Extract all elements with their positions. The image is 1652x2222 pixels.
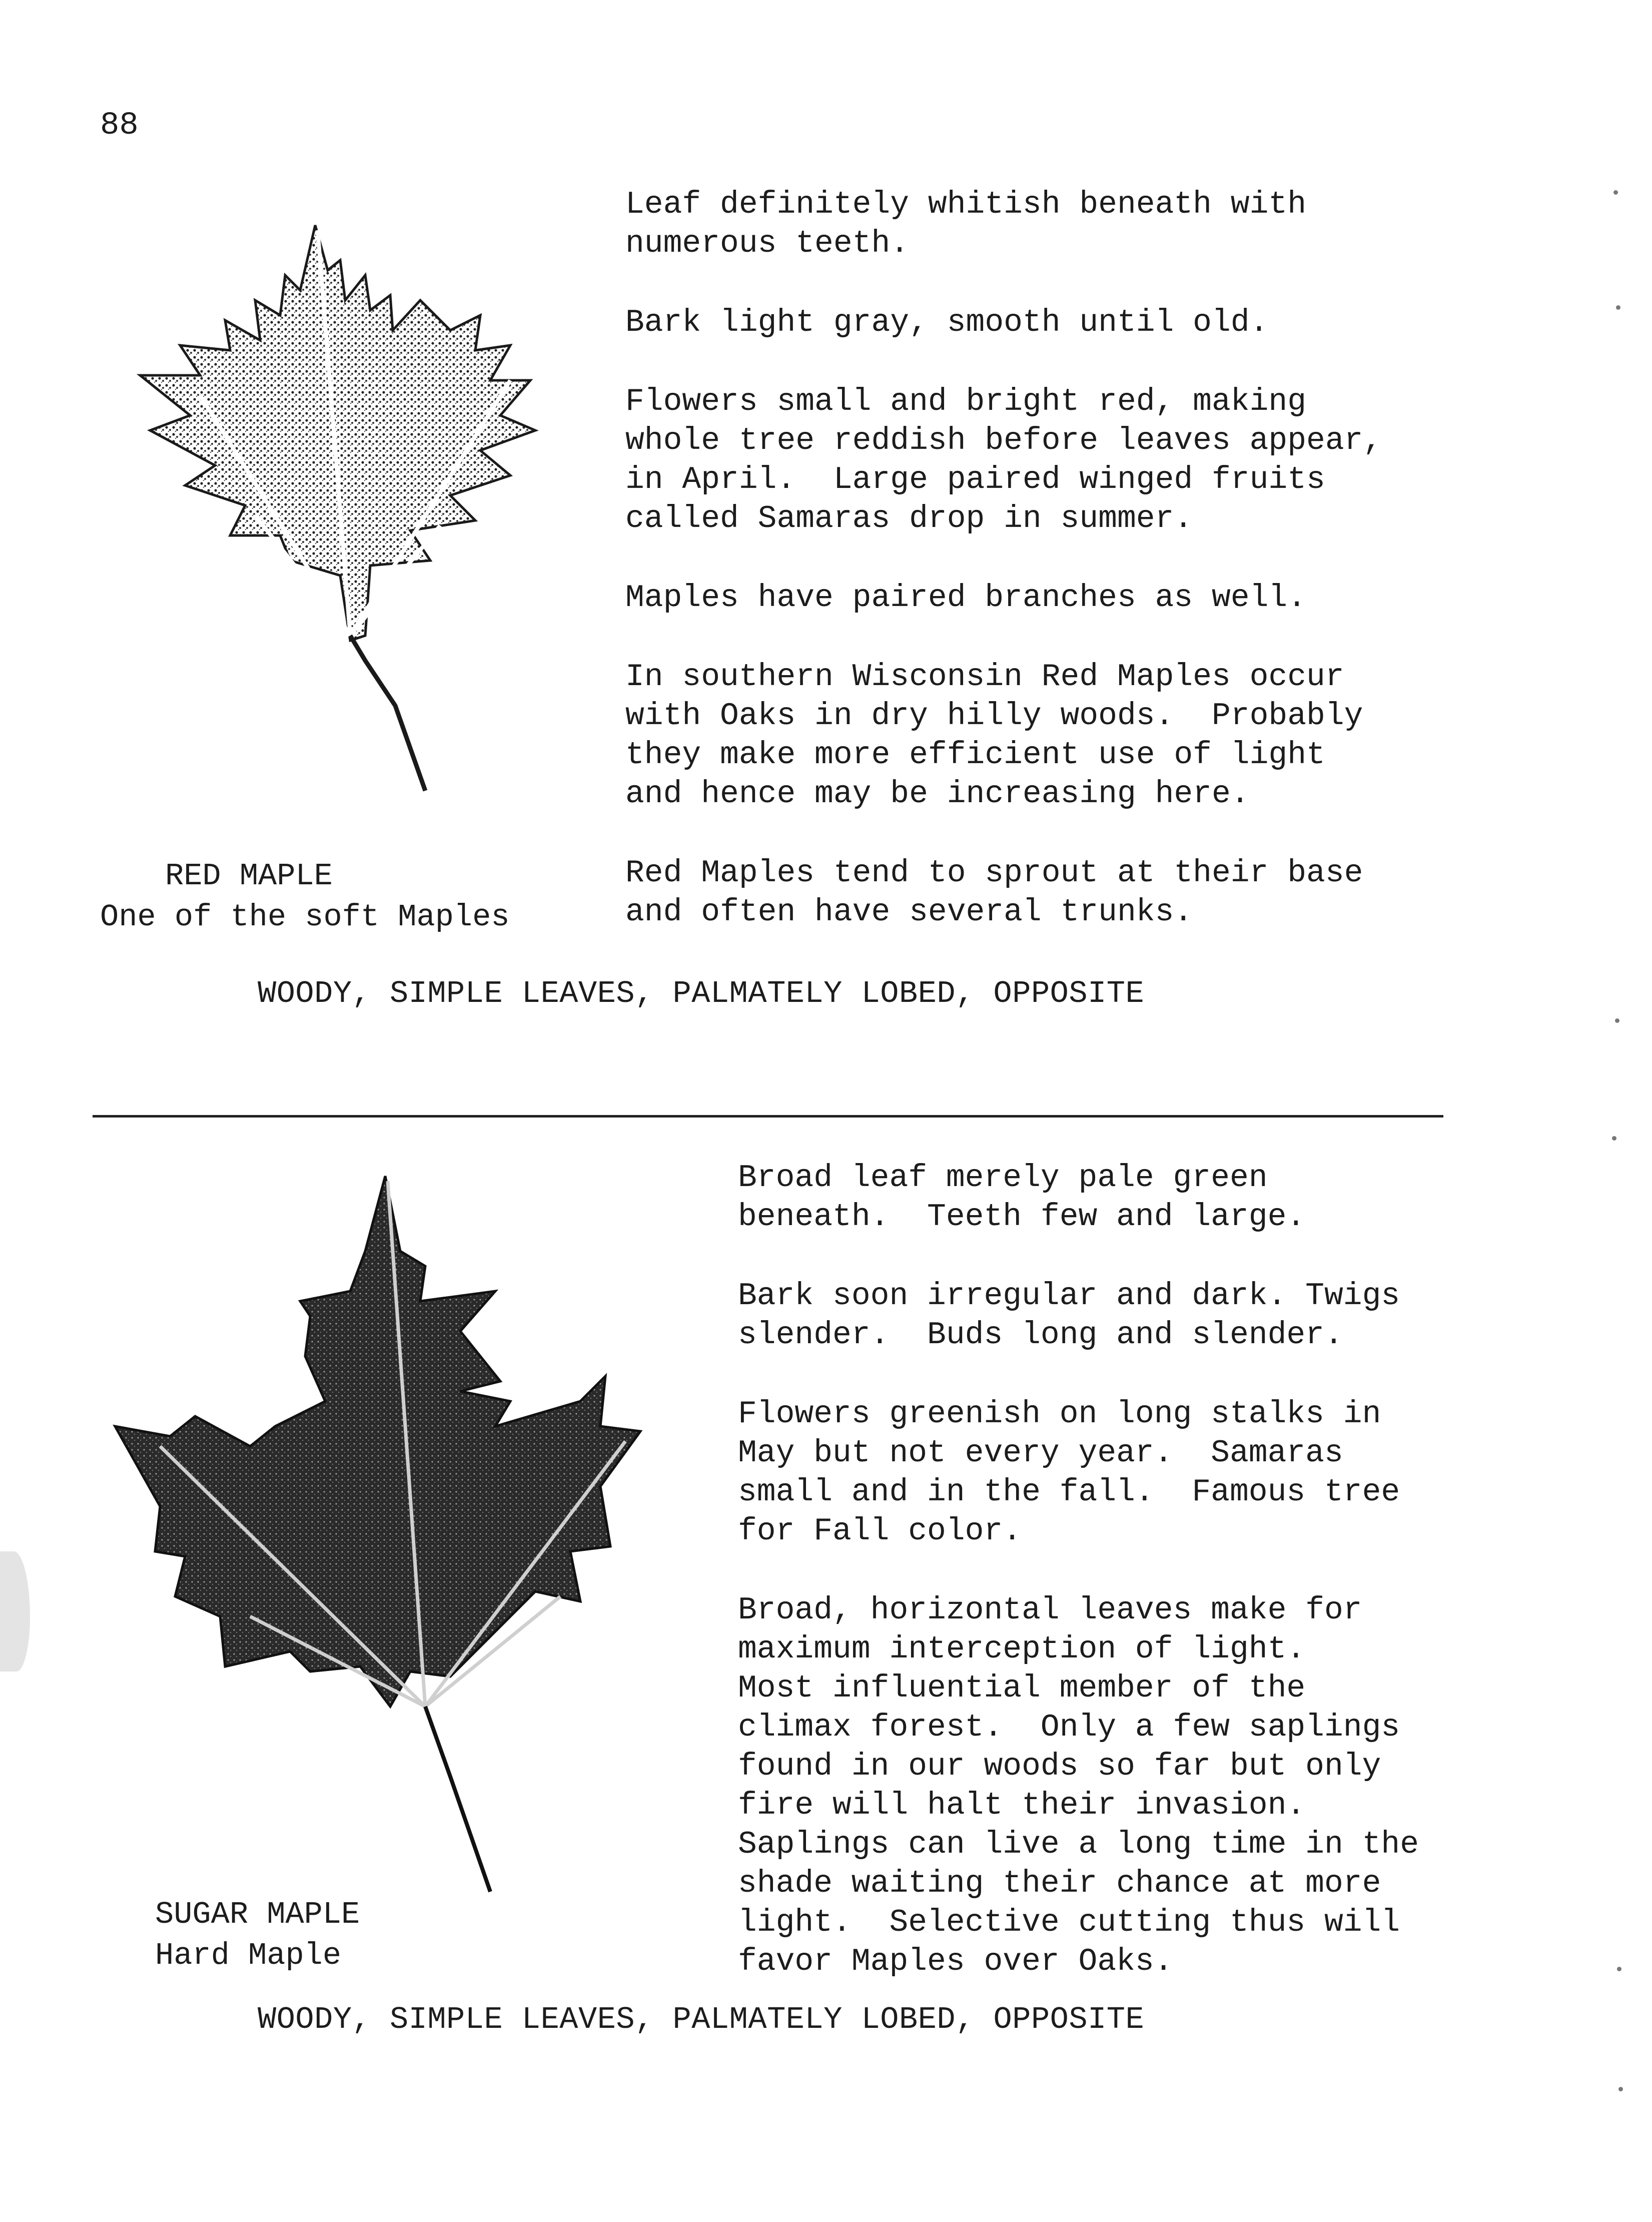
scan-speck bbox=[1615, 1018, 1619, 1023]
sugar-maple-caption-note: Hard Maple bbox=[155, 1938, 342, 1973]
scan-speck bbox=[1616, 305, 1620, 310]
red-maple-paragraph-leaf: Leaf definitely whitish beneath with numerous teeth. bbox=[625, 187, 1307, 261]
section-divider bbox=[93, 1115, 1443, 1118]
sugar-maple-paragraph-ecology: Broad, horizontal leaves make for maximum interception of light. Most influential member of the climax forest. Only a few saplings found in our woods so far but only fire will halt their invasion. Saplings can live a long time in the shade waiting their chance at more light. Selective cutting thus will favor Maples over Oaks. bbox=[738, 1592, 1419, 1979]
paper-tear-mark bbox=[0, 1551, 30, 1672]
red-maple-caption-name: RED MAPLE bbox=[165, 858, 333, 894]
sugar-maple-paragraph-leaf: Broad leaf merely pale green beneath. Teeth few and large. bbox=[738, 1160, 1306, 1235]
red-maple-description bbox=[625, 185, 1382, 972]
scan-speck bbox=[1612, 1136, 1616, 1141]
red-maple-paragraph-sprouting: Red Maples tend to sprout at their base and often have several trunks. bbox=[625, 855, 1363, 930]
scan-speck bbox=[1618, 2087, 1623, 2091]
sugar-maple-description bbox=[738, 1159, 1419, 2021]
page-number: 88 bbox=[100, 108, 139, 144]
red-maple-paragraph-flowers: Flowers small and bright red, making whole tree reddish before leaves appear, in April. Large paired winged fruits called Samaras drop in summer. bbox=[625, 384, 1382, 536]
red-maple-paragraph-habitat: In southern Wisconsin Red Maples occur with Oaks in dry hilly woods. Probably they make more efficient use of light and hence may be increasing here. bbox=[625, 659, 1363, 812]
red-maple-caption-note: One of the soft Maples bbox=[100, 899, 510, 935]
red-maple-paragraph-bark: Bark light gray, smooth until old. bbox=[625, 305, 1269, 340]
sugar-maple-leaf-icon bbox=[100, 1166, 725, 1902]
sugar-maple-paragraph-bark: Bark soon irregular and dark. Twigs slender. Buds long and slender. bbox=[738, 1278, 1400, 1353]
red-maple-category-line: WOODY, SIMPLE LEAVES, PALMATELY LOBED, OPPOSITE bbox=[258, 976, 1145, 1011]
scan-speck bbox=[1613, 190, 1618, 195]
red-maple-paragraph-branches: Maples have paired branches as well. bbox=[625, 580, 1307, 616]
red-maple-leaf-icon bbox=[130, 215, 580, 816]
sugar-maple-category-line: WOODY, SIMPLE LEAVES, PALMATELY LOBED, OPPOSITE bbox=[258, 2002, 1145, 2037]
scan-speck bbox=[1617, 1967, 1621, 1971]
sugar-maple-paragraph-flowers: Flowers greenish on long stalks in May but not every year. Samaras small and in the fall. Famous tree for Fall color. bbox=[738, 1396, 1400, 1549]
sugar-maple-caption-name: SUGAR MAPLE bbox=[155, 1897, 360, 1932]
